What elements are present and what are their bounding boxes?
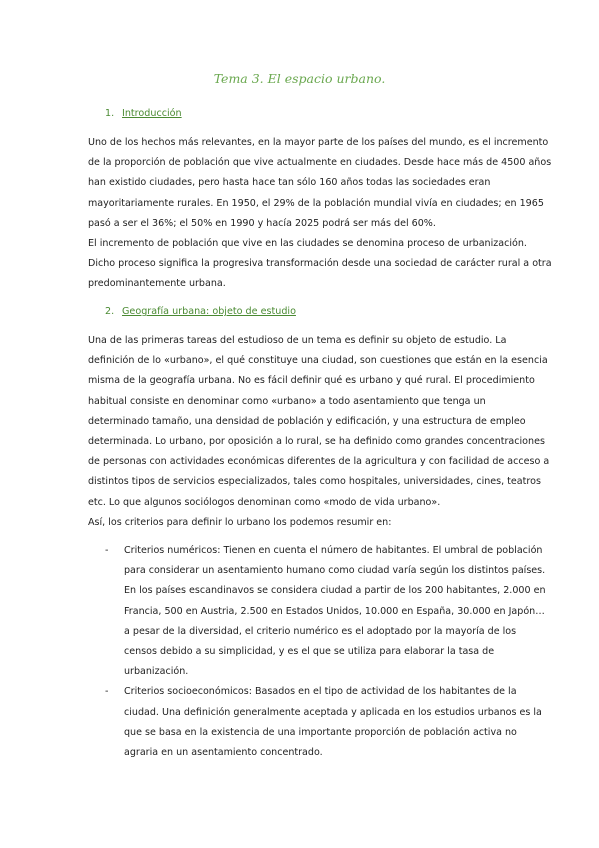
paragraph-line: de la proporción de población que vive actualmente en ciudades. Desde hace más de 4500 años [88,157,552,169]
criteria-list [88,541,546,763]
list-item-line: Criterios numéricos: Tienen en cuenta el número de habitantes. El umbral de población [124,545,543,556]
list-item [88,682,542,763]
paragraph-line: mayoritariamente rurales. En 1950, el 29% de la población mundial vivía en ciudades; en 1965 [88,197,544,209]
section-heading-geografia-urbana [105,306,296,317]
paragraph-line: determinada. Lo urbano, por oposición a lo rural, se ha definido como grandes concentraciones [88,436,545,448]
section-number: 1. [105,108,115,119]
section-title: Geografía urbana: objeto de estudio [122,306,296,317]
paragraph-line: definición de lo «urbano», el qué constituye una ciudad, son cuestiones que están en la esencia [88,355,548,367]
list-item-line: En los países escandinavos se considera ciudad a partir de los 200 habitantes, 2.000 en [124,585,546,597]
list-item-line: para considerar un asentamiento humano como ciudad varía según los distintos países. [124,565,546,577]
section-heading-introduccion [105,108,182,119]
paragraph-line: determinado tamaño, una densidad de población y edificación, y una estructura de empleo [88,415,526,427]
list-item-line: a pesar de la diversidad, el criterio numérico es el adoptado por la mayoría de los [124,625,517,637]
section-number: 2. [105,306,115,317]
bullet-dash: - [105,545,109,556]
paragraph-introduccion [88,133,552,295]
paragraph-line: El incremento de población que vive en las ciudades se denomina proceso de urbanización. [88,238,527,250]
paragraph-line: Uno de los hechos más relevantes, en la mayor parte de los países del mundo, es el incremento [88,137,549,148]
list-item-line: agraria en un asentamiento concentrado. [124,747,323,759]
paragraph-line: de personas con actividades económicas diferentes de la agricultura y con facilidad de acceso a [88,456,550,468]
list-item-text [124,541,546,682]
paragraph-line: habitual consiste en denominar como «urbano» a todo asentamiento que tenga un [88,395,486,407]
list-item-line: urbanización. [124,666,189,678]
paragraph-line: misma de la geografía urbana. No es fácil definir qué es urbano y qué rural. El procedimiento [88,375,535,387]
list-item-line: Criterios socioeconómicos: Basados en el tipo de actividad de los habitantes de la [124,686,517,698]
document-title: Tema 3. El espacio urbano. [213,71,386,86]
paragraph-line: predominantemente urbana. [88,278,226,290]
paragraph-geografia-urbana [88,331,550,533]
paragraph-line: Una de las primeras tareas del estudioso de un tema es definir su objeto de estudio. La [88,335,507,346]
section-title: Introducción [122,108,182,119]
list-item-line: Francia, 500 en Austria, 2.500 en Estados Unidos, 10.000 en España, 30.000 en Japón… [124,605,545,617]
paragraph-line: etc. Lo que algunos sociólogos denominan como «modo de vida urbano». [88,496,441,508]
paragraph-line: Así, los criterios para definir lo urbano los podemos resumir en: [88,516,392,528]
list-item-line: ciudad. Una definición generalmente aceptada y aplicada en los estudios urbanos es la [124,706,542,718]
bullet-dash: - [105,686,109,698]
list-item-line: censos debido a su simplicidad, y es el que se utiliza para elaborar la tasa de [124,646,495,658]
list-item-line: que se basa en la existencia de una importante proporción de población activa no [124,726,517,738]
list-item [88,541,546,682]
paragraph-line: Dicho proceso significa la progresiva transformación desde una sociedad de carácter rural a otra [88,258,552,270]
paragraph-line: han existido ciudades, pero hasta hace tan sólo 160 años todas las sociedades eran [88,177,491,189]
paragraph-line: distintos tipos de servicios especializados, tales como hospitales, universidades, cines, teatros [88,476,541,488]
list-item-text [124,682,542,763]
paragraph-line: pasó a ser el 36%; el 50% en 1990 y hacía 2025 podrá ser más del 60%. [88,217,436,229]
